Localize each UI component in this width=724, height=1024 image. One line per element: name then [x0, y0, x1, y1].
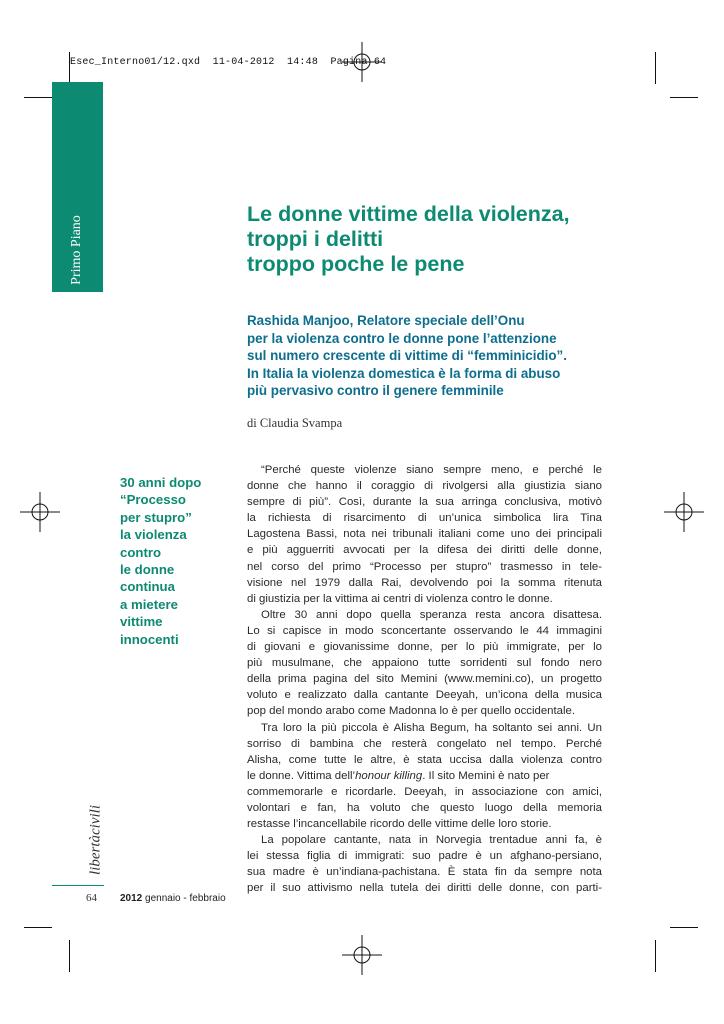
body-line: Lagostena Bassi, nota nei tribunali italiani come uno dei principali	[247, 528, 602, 541]
footer-rule	[52, 885, 104, 886]
registration-mark-icon	[20, 492, 60, 532]
section-label: Primo Piano	[69, 215, 84, 285]
crop-mark	[69, 52, 70, 84]
body-line: Alisha, come tutte le altre, è stata uccisa dalla violenza contro	[247, 753, 602, 766]
magazine-name: libertàcivili	[87, 805, 104, 875]
byline: di Claudia Svampa	[247, 416, 343, 430]
body-line: Lo si capisce in modo sconcertante osservando le 44 immagini	[247, 624, 602, 637]
body-line: lei stessa figlia di immigrati: suo padre è un afghano-persiano,	[247, 850, 602, 863]
pull-quote-line: la violenza	[120, 527, 187, 543]
body-text-run: . Il sito Memini è nato per	[422, 769, 550, 782]
pull-quote-line: “Processo	[120, 492, 186, 508]
body-line: donne che hanno il coraggio di rivolgersi alla giustizia siano	[247, 480, 602, 493]
subtitle-line: sul numero crescente di vittime di “femminicidio”.	[247, 348, 567, 364]
body-line: visione nel 1979 dalla Rai, devolvendo poi la somma ritenuta	[247, 576, 602, 589]
pull-quote-line: le donne	[120, 562, 175, 578]
subtitle-line: In Italia la violenza domestica è la forma di abuso	[247, 365, 561, 381]
body-line: volontari e fan, ha voluto che questo luogo della memoria	[247, 801, 602, 814]
body-line: “Perché queste violenze siano sempre meno, e perché le	[261, 464, 602, 476]
body-line: di giustizia per la vittima ai centri di violenza contro le donne.	[247, 592, 553, 605]
body-line: La popolare cantante, nata in Norvegia trentadue anni fa, è	[261, 834, 602, 847]
title-line: Le donne vittime della violenza,	[247, 202, 570, 226]
crop-mark	[24, 97, 52, 98]
body-line: voluto e realizzato dalla cantante Deeyah, un’icona della musica	[247, 689, 602, 702]
pull-quote-line: a mietere	[120, 596, 178, 612]
crop-mark	[655, 52, 656, 84]
registration-mark-icon	[342, 935, 382, 975]
registration-mark-icon	[664, 492, 704, 532]
title-line: troppi i delitti	[247, 227, 384, 251]
body-text-run: le donne. Vittima dell’	[247, 769, 356, 782]
body-line: Tra loro la più piccola è Alisha Begum, ha soltanto sei anni. Un	[261, 721, 602, 734]
pull-quote-line: contro	[120, 544, 162, 560]
body-line: più musulmane, che appaiono tutte sorridenti sul fondo nero	[247, 657, 602, 670]
subtitle-line: più pervasivo contro il genere femminile	[247, 383, 504, 399]
crop-mark	[670, 97, 698, 98]
pull-quote-line: innocenti	[120, 631, 179, 647]
body-line: della prima pagina del sito Memini (www.memini.co), un progetto	[247, 673, 602, 686]
issue-date	[120, 893, 226, 904]
body-line: Oltre 30 anni dopo quella speranza resta ancora disattesa.	[261, 608, 602, 621]
body-text-italic: honour killing	[355, 769, 423, 782]
body-line: sorriso di bambina che resterà congelato nel tempo. Perché	[247, 737, 602, 750]
article-body	[247, 462, 602, 897]
article-subtitle	[247, 312, 617, 400]
article-title	[247, 202, 667, 277]
page-number: 64	[86, 892, 97, 904]
pull-quote-line: continua	[120, 579, 175, 595]
body-line: nel corso del primo “Processo per stupro” trasmesso in tele-	[247, 560, 602, 573]
body-line: di giovani e giovanissime donne, per lo più immigrate, per lo	[247, 641, 602, 654]
crop-mark	[24, 927, 52, 928]
pull-quote-line: per stupro”	[120, 509, 192, 525]
registration-mark-icon	[342, 42, 382, 82]
body-line: pop del mondo arabo come Madonna lo è per quello occidentale.	[247, 705, 576, 718]
issue-year: 2012	[120, 893, 143, 904]
issue-months: gennaio - febbraio	[145, 893, 226, 904]
body-line: sempre di più”. Così, durante la sua arringa conclusiva, motivò	[247, 496, 602, 509]
crop-mark	[655, 940, 656, 972]
body-line	[247, 768, 602, 784]
pull-quote-line: 30 anni dopo	[120, 475, 202, 490]
subtitle-line: Rashida Manjoo, Relatore speciale dell’Onu	[247, 313, 525, 328]
body-line: per il suo attivismo nella tutela dei diritti delle donne, con parti-	[247, 882, 602, 895]
body-line: restasse l’incancellabile ricordo delle vittime delle loro storie.	[247, 818, 552, 831]
crop-mark	[69, 940, 70, 972]
body-line: la richiesta di risarcimento di un’unica simbolica lira Tina	[247, 512, 602, 525]
body-line: commemorarle e ricordarle. Deeyah, in associazione con amici,	[247, 785, 602, 798]
subtitle-line: per la violenza contro le donne pone l’attenzione	[247, 330, 557, 346]
pull-quote-line: vittime	[120, 614, 163, 630]
body-line: sua madre è un’indiana-pachistana. È stata fin da sempre nota	[247, 866, 602, 879]
pull-quote	[120, 474, 230, 648]
crop-mark	[670, 927, 698, 928]
print-slug: Esec_Interno01/12.qxd 11-04-2012 14:48 Pagina 64	[70, 57, 387, 68]
body-line: e più agguerriti avvocati per la difesa dei diritti delle donne,	[247, 544, 602, 557]
title-line: troppo poche le pene	[247, 252, 465, 276]
